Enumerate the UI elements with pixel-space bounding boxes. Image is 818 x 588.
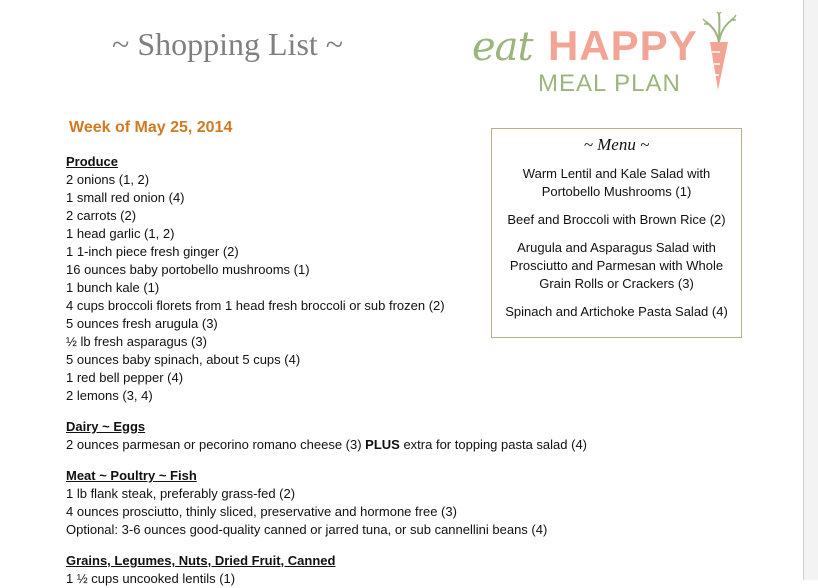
section-heading: Dairy ~ Eggs (66, 419, 146, 434)
list-item: 16 ounces baby portobello mushrooms (1) (66, 262, 310, 277)
document-title: ~ Shopping List ~ (112, 26, 344, 62)
plus-emphasis: PLUS (365, 437, 400, 452)
logo-happy-text: HAPPY (548, 22, 698, 69)
section-meat-poultry-fish (66, 467, 666, 539)
menu-box (491, 128, 742, 338)
list-item: 1 lb flank steak, preferably grass-fed (2) (66, 486, 296, 501)
list-item: 1 1-inch piece fresh ginger (2) (66, 244, 239, 259)
logo-meal-plan-text: MEAL PLAN (538, 70, 681, 97)
logo-eat-text: eat (472, 24, 533, 70)
menu-item: Beef and Broccoli with Brown Rice (2) (507, 212, 726, 227)
list-item: 1 ½ cups uncooked lentils (1) (66, 571, 236, 586)
list-item: 1 small red onion (4) (66, 190, 185, 205)
list-item: 2 carrots (2) (66, 208, 137, 223)
menu-item: Arugula and Asparagus Salad with Prosciutto and Parmesan with Whole Grain Rolls or Crackers (3) (509, 240, 724, 291)
list-item: 2 lemons (3, 4) (66, 388, 153, 403)
list-item: 1 head garlic (1, 2) (66, 226, 175, 241)
list-item: 4 cups broccoli florets from 1 head fresh broccoli or sub frozen (2) (66, 298, 445, 313)
menu-item: Spinach and Artichoke Pasta Salad (4) (505, 304, 728, 319)
list-item: 5 ounces fresh arugula (3) (66, 316, 218, 331)
list-item: 2 onions (1, 2) (66, 172, 150, 187)
menu-title: ~ Menu ~ (583, 135, 650, 154)
week-heading: Week of May 25, 2014 (69, 119, 233, 136)
list-item: 4 ounces prosciutto, thinly sliced, preservative and hormone free (3) (66, 504, 457, 519)
list-item: Optional: 3-6 ounces good-quality canned or jarred tuna, or sub cannellini beans (4) (66, 522, 548, 537)
eat-happy-logo (472, 12, 742, 98)
section-heading: Grains, Legumes, Nuts, Dried Fruit, Canned (66, 553, 336, 568)
window-gutter (804, 0, 818, 580)
list-item: 2 ounces parmesan or pecorino romano cheese (3) PLUS extra for topping pasta salad (4) (66, 437, 588, 452)
list-item: ½ lb fresh asparagus (3) (66, 334, 207, 349)
section-heading: Produce (66, 154, 119, 169)
carrot-icon (688, 12, 744, 92)
list-item: 5 ounces baby spinach, about 5 cups (4) (66, 352, 301, 367)
section-dairy-eggs (66, 418, 666, 454)
section-grains-legumes (66, 552, 666, 588)
list-item: 1 bunch kale (1) (66, 280, 160, 295)
menu-item: Warm Lentil and Kale Salad with Portobello Mushrooms (1) (522, 166, 711, 199)
section-heading: Meat ~ Poultry ~ Fish (66, 468, 197, 483)
list-item: 1 red bell pepper (4) (66, 370, 184, 385)
